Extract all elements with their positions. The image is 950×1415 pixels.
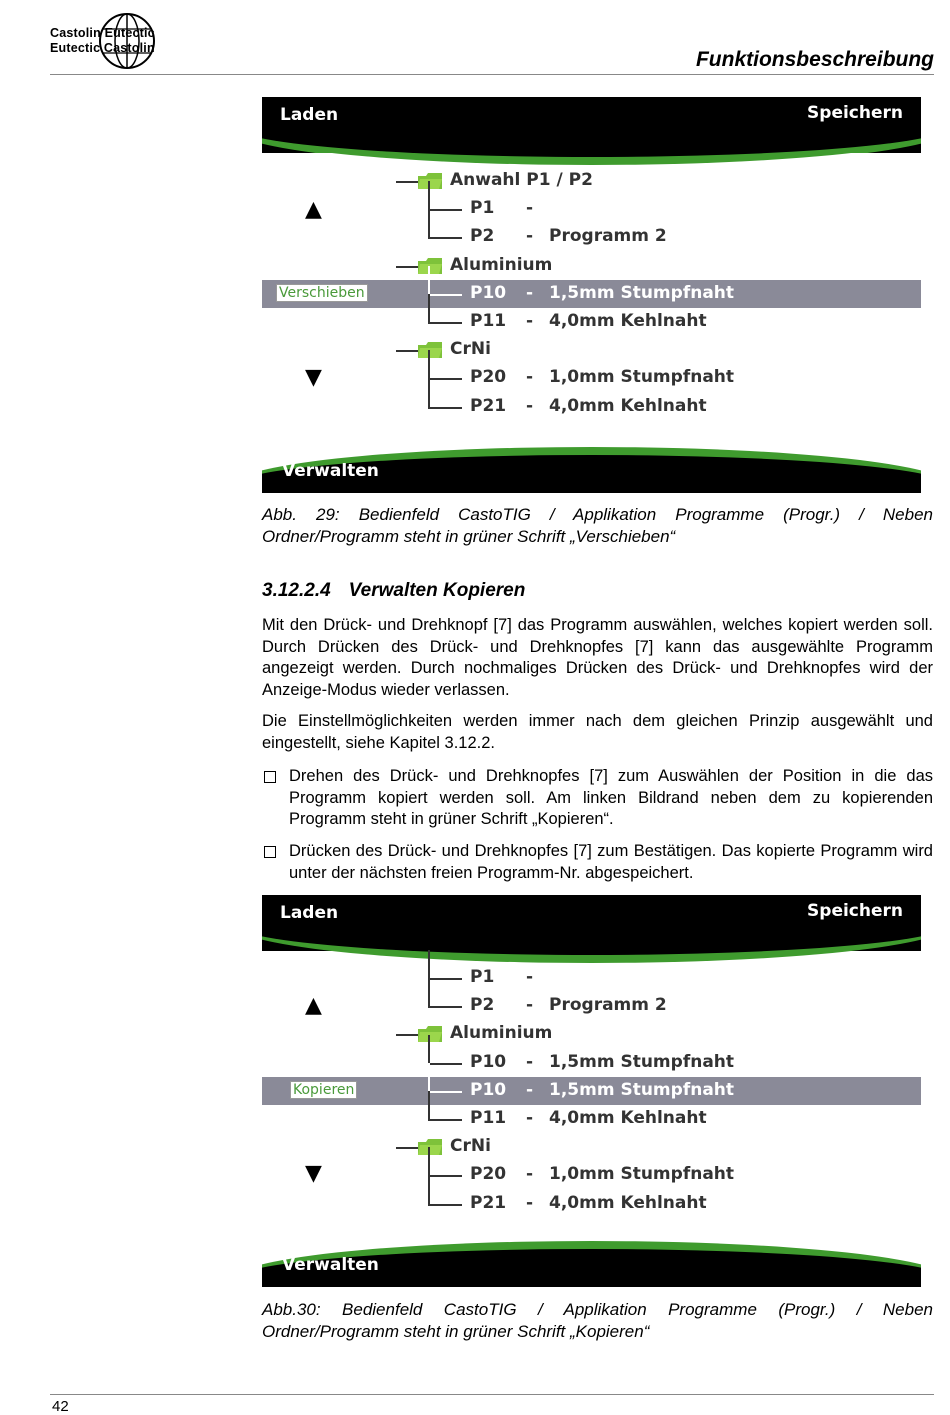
tree-connector (428, 950, 430, 979)
program-name: 4,0mm Kehlnaht (549, 1108, 707, 1128)
program-dash: - (526, 395, 534, 416)
tree-connector (396, 181, 418, 183)
tree-connector (428, 379, 430, 408)
arrow-up-icon: ▲ (305, 197, 322, 222)
manage-label: Verwalten (282, 461, 379, 481)
tree-connector (428, 978, 462, 980)
bullet-item-2 (262, 841, 933, 884)
program-number: P11 (470, 1108, 507, 1128)
tree-row[interactable] (262, 336, 921, 364)
tree-connector (428, 407, 462, 409)
tree-row[interactable] (262, 1020, 921, 1048)
program-number: P21 (470, 1192, 507, 1213)
tree-connector (428, 322, 462, 324)
tree-connector (428, 209, 462, 211)
program-name: 4,0mm Kehlnaht (549, 395, 707, 416)
page-number: 42 (52, 1398, 69, 1415)
folder-icon (418, 258, 442, 274)
program-dash: - (526, 1079, 534, 1100)
bullet-item-1 (262, 766, 933, 831)
tree-row[interactable] (262, 195, 921, 223)
tree-row[interactable] (262, 1049, 921, 1077)
logo-text-line2: Eutectic Castolin (50, 41, 155, 55)
program-number: P2 (470, 226, 495, 247)
logo-text-line1: Castolin Eutectic (50, 26, 155, 40)
manage-label: Verwalten (282, 1255, 379, 1275)
program-dash: - (526, 226, 534, 247)
tree-connector (428, 1176, 430, 1205)
program-dash: - (526, 1164, 534, 1185)
load-label: Laden (280, 105, 339, 125)
tree-connector (428, 266, 430, 295)
bullet-text-1: Drehen des Drück- und Drehknopfes [7] zum Auswählen der Position in die das Programm kopiert werden soll. Am linken Bildrand neben dem zu kopierenden Programm steht in grüner Schrift „Kopieren“. (289, 767, 933, 828)
tree-row[interactable] (262, 1133, 921, 1161)
tree-connector (428, 978, 430, 1007)
tree-row[interactable] (262, 393, 921, 421)
tree-row[interactable] (262, 1105, 921, 1133)
folder-label: Aluminium (450, 1023, 553, 1044)
tree-row[interactable] (262, 223, 921, 251)
program-name: 1,5mm Stumpfnaht (549, 282, 735, 303)
tree-row[interactable] (262, 364, 921, 392)
bullet-text-2: Drücken des Drück- und Drehknopfes [7] zum Bestätigen. Das kopierte Programm wird unter der nächsten freien Programm-Nr. abgespeichert. (289, 842, 933, 882)
tree-connector (396, 350, 418, 352)
tree-connector (428, 1035, 430, 1064)
tree-row[interactable] (262, 1077, 921, 1105)
section-title-text: Verwalten Kopieren (348, 580, 526, 601)
tree-row[interactable] (262, 308, 921, 336)
tree-connector (428, 237, 462, 239)
folder-label: CrNi (450, 1136, 491, 1157)
program-number: P2 (470, 995, 495, 1016)
program-name: 4,0mm Kehlnaht (549, 1192, 707, 1213)
tree-connector (428, 209, 430, 238)
tree-connector (428, 1175, 462, 1177)
status-label: Verschieben (276, 284, 368, 302)
program-dash: - (526, 1108, 534, 1128)
arrow-down-icon: ▼ (305, 365, 322, 390)
figure-caption-29: Abb. 29: Bedienfeld CastoTIG / Applikation Programme (Progr.) / Neben Ordner/Programm steht in grüner Schrift „Verschieben“ (262, 505, 933, 546)
tree-connector (428, 350, 430, 379)
load-label: Laden (280, 903, 339, 923)
program-dash: - (526, 282, 534, 303)
page-header-title: Funktionsbeschreibung (695, 48, 934, 71)
figure-caption-30: Abb.30: Bedienfeld CastoTIG / Applikation Programme (Progr.) / Neben Ordner/Programm steht in grüner Schrift „Kopieren“ (262, 1300, 933, 1341)
tree-connector (428, 294, 430, 323)
program-number: P10 (470, 1051, 507, 1072)
tree-connector (428, 378, 462, 380)
control-panel-screenshot-1 (262, 97, 921, 493)
program-name: 1,5mm Stumpfnaht (549, 1079, 735, 1100)
save-label: Speichern (807, 103, 903, 123)
tree-connector (428, 294, 462, 296)
folder-icon (418, 1026, 442, 1042)
tree-connector (428, 1119, 462, 1121)
program-dash: - (526, 995, 534, 1016)
checkbox-bullet-icon (264, 846, 276, 858)
program-number: P1 (470, 198, 495, 219)
tree-row[interactable] (262, 1161, 921, 1189)
program-name: 1,0mm Stumpfnaht (549, 1164, 735, 1185)
arrow-down-icon: ▼ (305, 1161, 322, 1186)
tree-connector (428, 1063, 430, 1092)
program-name: 1,0mm Stumpfnaht (549, 367, 735, 388)
section-number: 3.12.2.4 (262, 580, 331, 601)
tree-connector (428, 181, 430, 210)
tree-connector (428, 1204, 462, 1206)
checkbox-bullet-icon (264, 771, 276, 783)
paragraph-1: Mit den Drück- und Drehknopf [7] das Programm auswählen, welches kopiert werden soll. Durch Drücken des Drück- und Drehknopfes [7] kann das ausgewählte Programm angezeigt werden. Durch nochmaliges Drücken des Drück- und Drehknopfes wird der Anzeige-Modus wieder verlassen. (262, 616, 933, 699)
program-number: P10 (470, 282, 507, 303)
program-number: P21 (470, 395, 507, 416)
folder-label: Aluminium (450, 254, 553, 275)
program-name: Programm 2 (549, 226, 667, 247)
header-divider (50, 74, 934, 75)
tree-connector (428, 1091, 462, 1093)
program-number: P11 (470, 311, 507, 331)
tree-row[interactable] (262, 167, 921, 195)
folder-icon (418, 342, 442, 358)
folder-icon (418, 1139, 442, 1155)
program-name: Programm 2 (549, 995, 667, 1016)
arrow-up-icon: ▲ (305, 993, 322, 1018)
tree-row[interactable] (262, 992, 921, 1020)
tree-connector (396, 1034, 418, 1036)
program-dash: - (526, 311, 534, 331)
folder-icon (418, 173, 442, 189)
tree-connector (428, 1063, 462, 1065)
program-name: 4,0mm Kehlnaht (549, 311, 707, 331)
control-panel-screenshot-2 (262, 895, 921, 1287)
program-dash: - (526, 967, 534, 987)
tree-row[interactable] (262, 252, 921, 280)
tree-connector (428, 1091, 430, 1120)
program-tree (262, 964, 921, 1220)
program-dash: - (526, 1192, 534, 1213)
company-logo (50, 12, 202, 70)
status-label: Kopieren (290, 1081, 357, 1099)
program-number: P20 (470, 1164, 507, 1185)
tree-row[interactable] (262, 1190, 921, 1218)
tree-connector (428, 1006, 462, 1008)
program-tree (262, 167, 921, 423)
program-dash: - (526, 367, 534, 388)
tree-connector (396, 266, 418, 268)
folder-label: Anwahl P1 / P2 (450, 170, 593, 190)
save-label: Speichern (807, 901, 903, 921)
tree-connector (428, 1147, 430, 1176)
folder-label: CrNi (450, 339, 491, 360)
tree-row[interactable] (262, 280, 921, 308)
tree-connector (396, 1147, 418, 1149)
program-number: P1 (470, 967, 495, 987)
program-dash: - (526, 198, 534, 219)
program-name: 1,5mm Stumpfnaht (549, 1051, 735, 1072)
paragraph-2: Die Einstellmöglichkeiten werden immer nach dem gleichen Prinzip ausgewählt und eingestellt, siehe Kapitel 3.12.2. (262, 712, 933, 752)
footer-divider (50, 1394, 934, 1395)
program-number: P10 (470, 1079, 507, 1100)
program-dash: - (526, 1051, 534, 1072)
section-heading (262, 580, 525, 602)
tree-row[interactable] (262, 964, 921, 992)
program-number: P20 (470, 367, 507, 388)
